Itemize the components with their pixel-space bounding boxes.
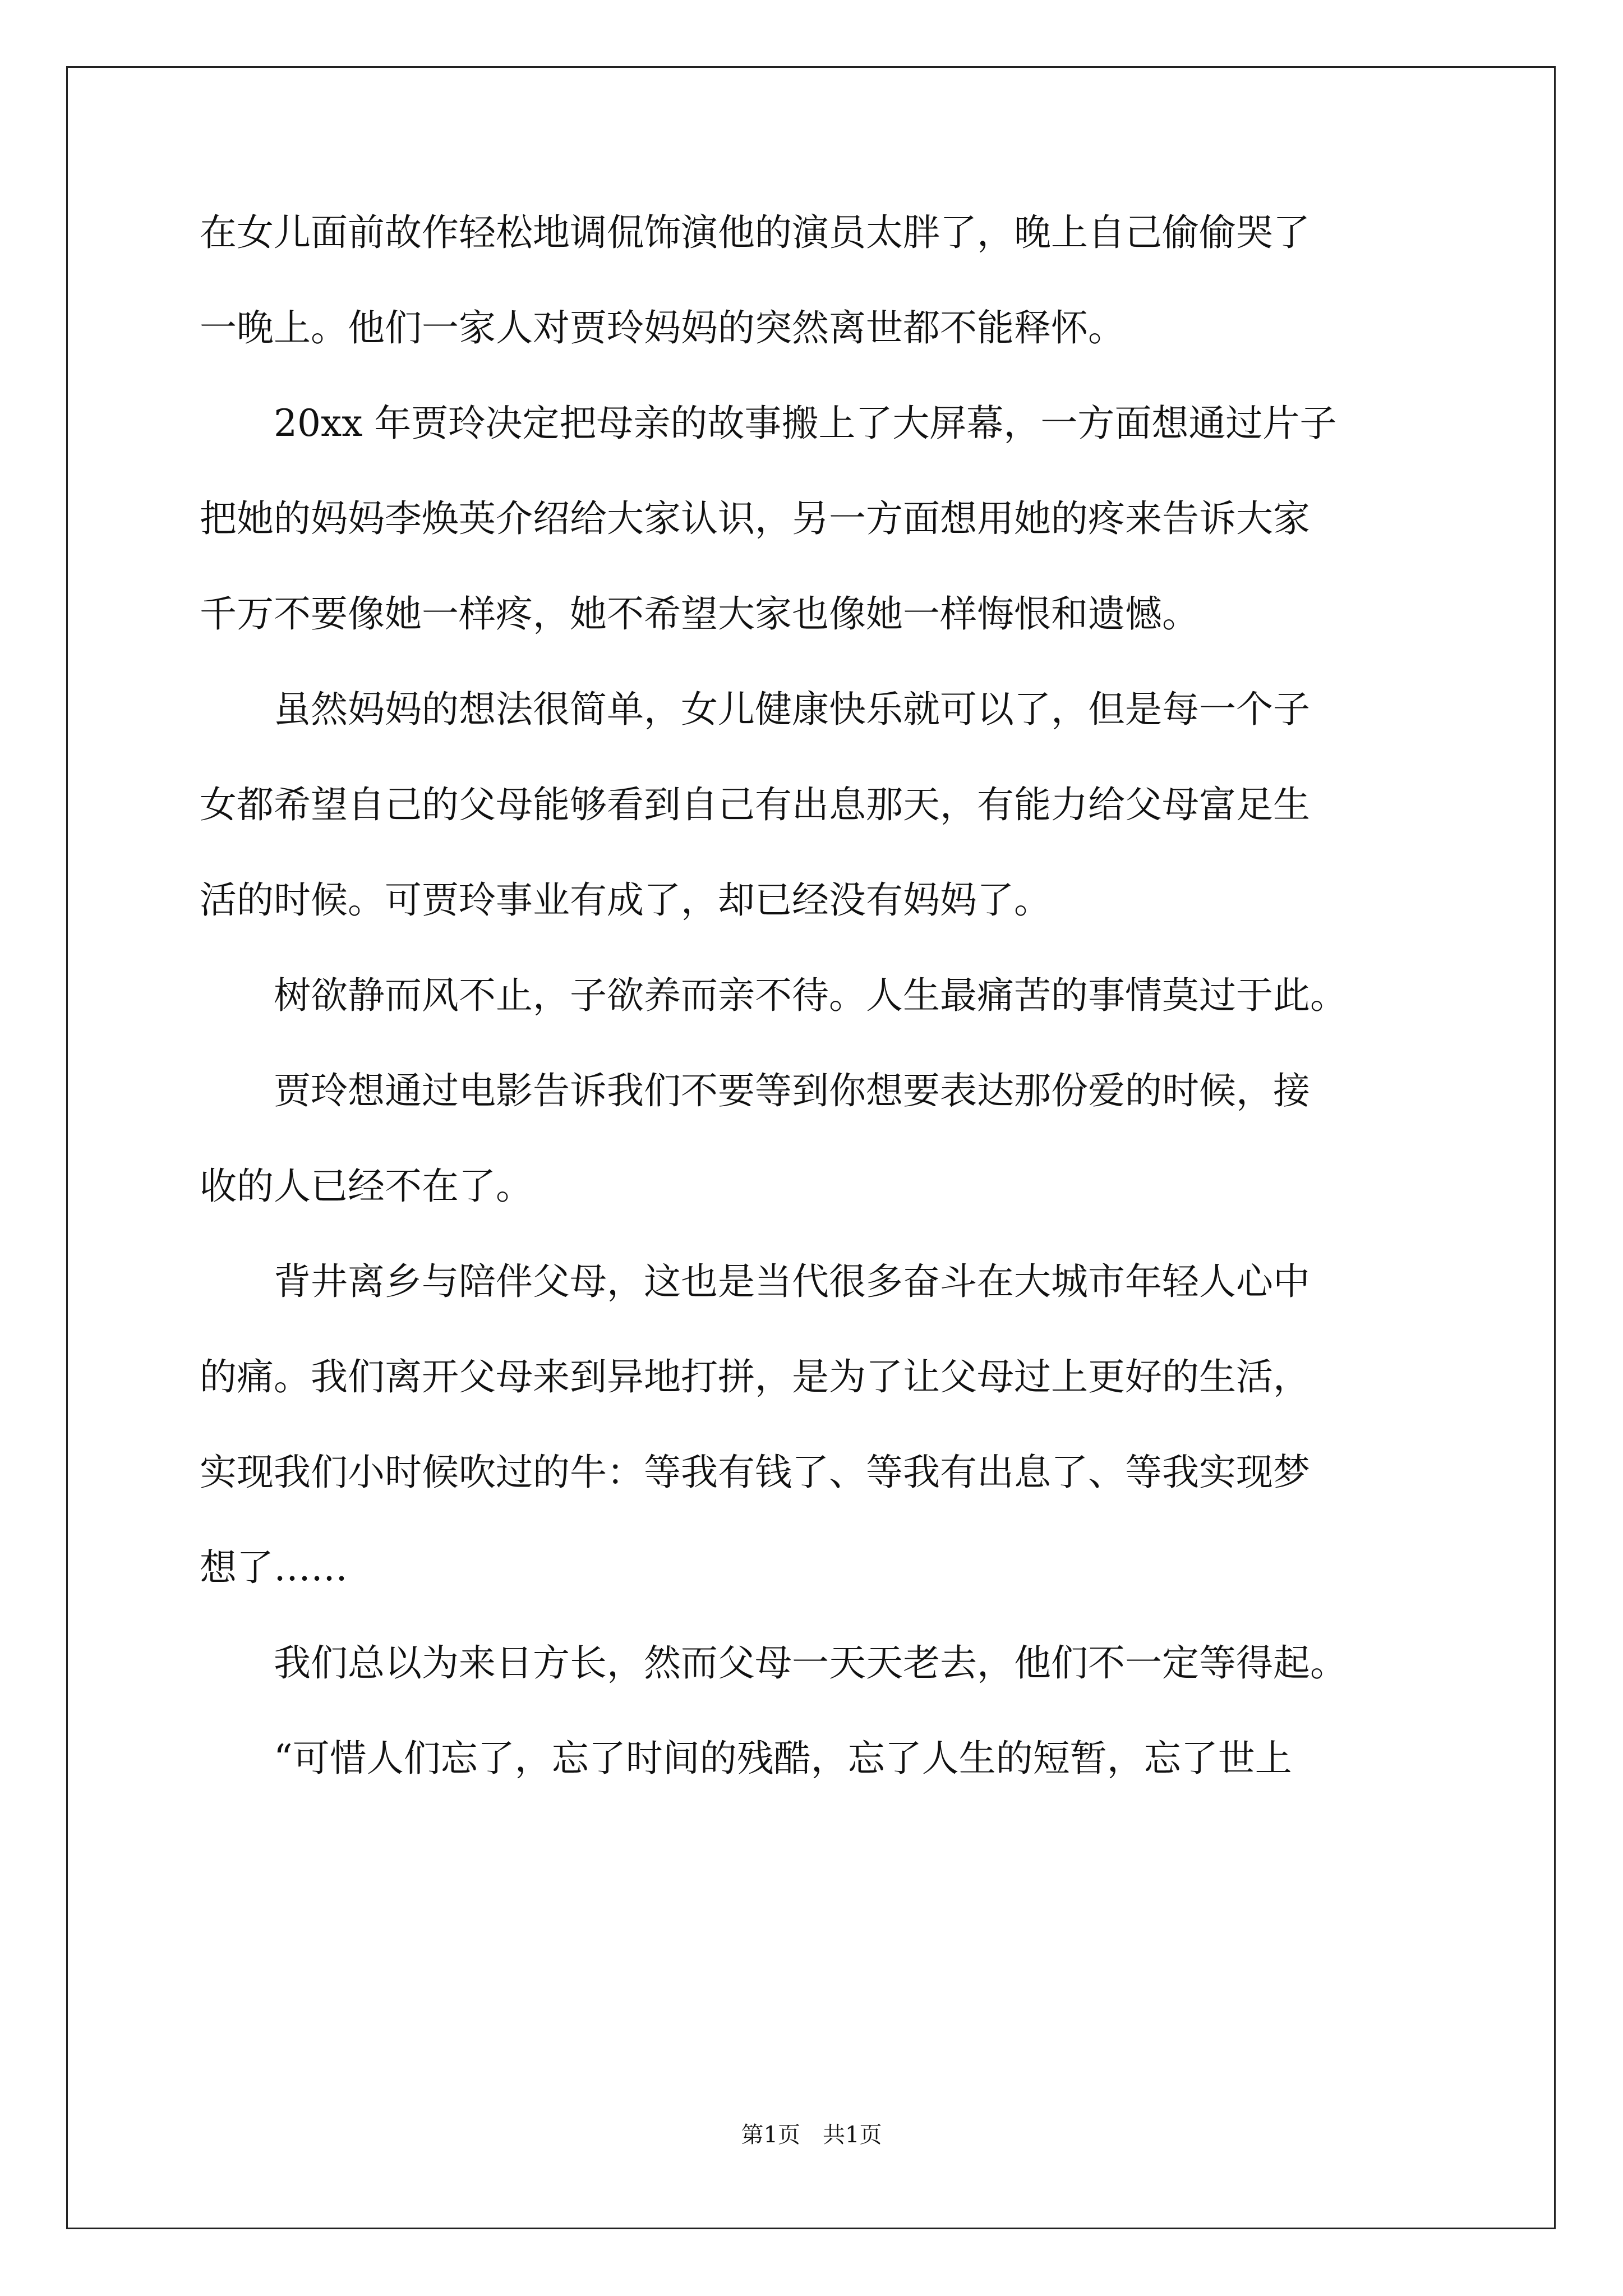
text-line-6: 虽然妈妈的想法很简单，女儿健康快乐就可以了，但是每一个子 bbox=[200, 688, 1310, 731]
text-line-7: 女都希望自己的父母能够看到自己有出息那天，有能力给父母富足生 bbox=[200, 783, 1310, 826]
page-border bbox=[66, 66, 1556, 2229]
text-line-8: 活的时候。可贾玲事业有成了，却已经没有妈妈了。 bbox=[200, 878, 1051, 922]
text-line-2: 一晚上。他们一家人对贾玲妈妈的突然离世都不能释怀。 bbox=[200, 306, 1125, 349]
text-line-10: 贾玲想通过电影告诉我们不要等到你想要表达那份爱的时候，接 bbox=[200, 1069, 1310, 1112]
text-line-11: 收的人已经不在了。 bbox=[200, 1165, 533, 1208]
text-line-12: 背井离乡与陪伴父母，这也是当代很多奋斗在大城市年轻人心中 bbox=[200, 1260, 1310, 1303]
page-number-footer: 第1页 共1页 bbox=[741, 2122, 882, 2148]
text-line-3: 20xx 年贾玲决定把母亲的故事搬上了大屏幕，一方面想通过片子 bbox=[200, 402, 1337, 445]
text-line-9: 树欲静而风不止，子欲养而亲不待。人生最痛苦的事情莫过于此。 bbox=[200, 974, 1347, 1017]
text-line-1: 在女儿面前故作轻松地调侃饰演他的演员太胖了，晚上自己偷偷哭了 bbox=[200, 211, 1310, 254]
text-line-14: 实现我们小时候吹过的牛：等我有钱了、等我有出息了、等我实现梦 bbox=[200, 1451, 1310, 1494]
text-line-16: 我们总以为来日方长，然而父母一天天老去，他们不一定等得起。 bbox=[200, 1641, 1347, 1685]
text-line-4: 把她的妈妈李焕英介绍给大家认识，另一方面想用她的疼来告诉大家 bbox=[200, 497, 1310, 540]
text-line-13: 的痛。我们离开父母来到异地打拼，是为了让父母过上更好的生活， bbox=[200, 1355, 1310, 1398]
text-line-15: 想了…… bbox=[200, 1546, 348, 1589]
text-line-17: “可惜人们忘了，忘了时间的残酷，忘了人生的短暂，忘了世上 bbox=[200, 1737, 1292, 1780]
text-line-5: 千万不要像她一样疼，她不希望大家也像她一样悔恨和遗憾。 bbox=[200, 592, 1199, 636]
